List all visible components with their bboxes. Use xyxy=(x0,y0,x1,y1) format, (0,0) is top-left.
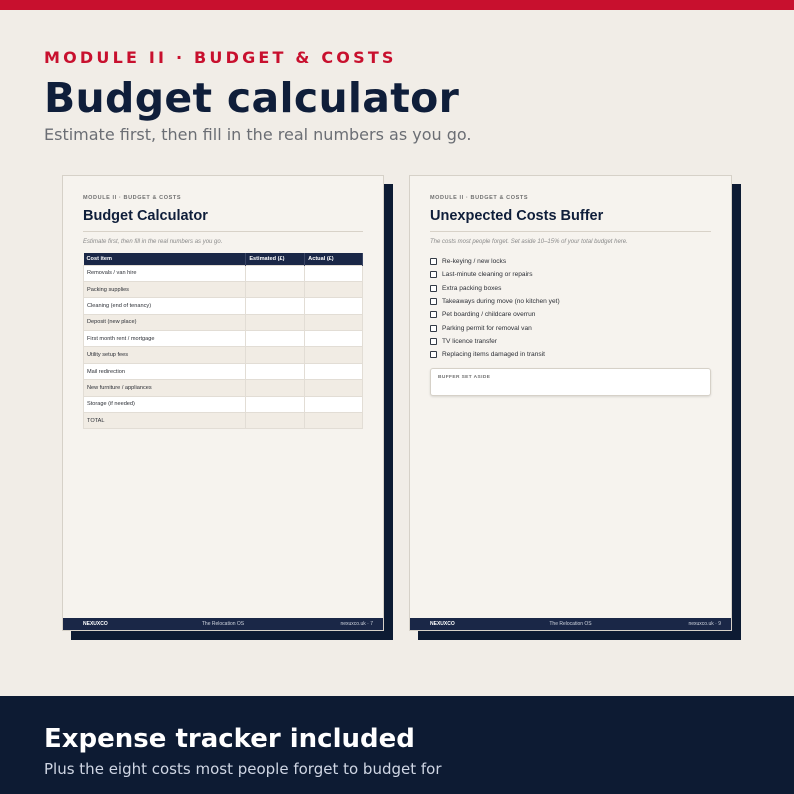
checkbox[interactable] xyxy=(430,351,437,358)
page-heading: Unexpected Costs Buffer xyxy=(430,208,604,224)
table-row xyxy=(84,396,363,412)
table-row xyxy=(84,331,363,347)
actual-cell[interactable] xyxy=(305,396,363,412)
cost-item-cell: Cleaning (end of tenancy) xyxy=(84,298,246,314)
actual-cell[interactable] xyxy=(305,281,363,297)
estimated-total-cell[interactable] xyxy=(246,413,305,429)
checkbox[interactable] xyxy=(430,325,437,332)
total-label: TOTAL xyxy=(84,413,246,429)
cost-item-cell: Deposit (new place) xyxy=(84,314,246,330)
checkbox[interactable] xyxy=(430,258,437,265)
actual-cell[interactable] xyxy=(305,380,363,396)
estimated-cell[interactable] xyxy=(246,265,305,281)
estimated-cell[interactable] xyxy=(246,363,305,379)
checklist-item-label: TV licence transfer xyxy=(442,337,497,345)
page-subtitle: Estimate first, then fill in the real numbers as you go. xyxy=(44,125,472,144)
checklist-item-label: Pet boarding / childcare overrun xyxy=(442,311,536,319)
cost-item-cell: Mail redirection xyxy=(84,363,246,379)
page-eyebrow: MODULE II · BUDGET & COSTS xyxy=(430,195,529,201)
divider xyxy=(430,231,711,232)
actual-cell[interactable] xyxy=(305,265,363,281)
actual-cell[interactable] xyxy=(305,347,363,363)
footer-page-number: nexuxco.uk · 9 xyxy=(688,621,721,627)
page-preview-unexpected-costs xyxy=(409,175,732,631)
page-preview-budget-calculator xyxy=(62,175,384,631)
table-row xyxy=(84,298,363,314)
buffer-input-box[interactable] xyxy=(430,368,711,396)
page-heading: Budget Calculator xyxy=(83,208,208,224)
table-row xyxy=(84,265,363,281)
banner-title: Expense tracker included xyxy=(44,724,415,754)
estimated-cell[interactable] xyxy=(246,347,305,363)
checkbox[interactable] xyxy=(430,285,437,292)
column-header: Cost item xyxy=(84,253,246,265)
checklist-item-label: Takeaways during move (no kitchen yet) xyxy=(442,298,560,306)
bottom-banner xyxy=(0,696,794,794)
page-note: Estimate first, then fill in the real numbers as you go. xyxy=(83,239,223,245)
checklist-item xyxy=(430,335,560,348)
estimated-cell[interactable] xyxy=(246,396,305,412)
checklist-item xyxy=(430,321,560,334)
cost-item-cell: Packing supplies xyxy=(84,281,246,297)
checklist-item xyxy=(430,268,560,281)
cost-item-cell: First month rent / mortgage xyxy=(84,331,246,347)
cost-item-cell: New furniture / appliances xyxy=(84,380,246,396)
page-note: The costs most people forget. Set aside 10–15% of your total budget here. xyxy=(430,239,628,245)
estimated-cell[interactable] xyxy=(246,331,305,347)
checklist-item-label: Parking permit for removal van xyxy=(442,324,532,332)
footer-center: The Relocation OS xyxy=(549,621,592,627)
checklist-item-label: Extra packing boxes xyxy=(442,284,502,292)
divider xyxy=(83,231,363,232)
footer-brand: NEXUXCO xyxy=(83,621,108,627)
page-title: Budget calculator xyxy=(44,74,460,122)
checklist-item xyxy=(430,255,560,268)
checklist-item xyxy=(430,308,560,321)
footer-page-number: nexuxco.uk · 7 xyxy=(340,621,373,627)
table-row xyxy=(84,347,363,363)
checklist-item xyxy=(430,348,560,361)
actual-total-cell[interactable] xyxy=(305,413,363,429)
total-row xyxy=(84,413,363,429)
budget-table xyxy=(83,253,363,429)
actual-cell[interactable] xyxy=(305,363,363,379)
table-header-row xyxy=(84,253,363,265)
buffer-label: BUFFER SET ASIDE xyxy=(438,375,491,380)
banner-subtitle: Plus the eight costs most people forget to budget for xyxy=(44,760,442,778)
estimated-cell[interactable] xyxy=(246,314,305,330)
checklist-item-label: Re-keying / new locks xyxy=(442,258,507,266)
cost-item-cell: Storage (if needed) xyxy=(84,396,246,412)
checkbox[interactable] xyxy=(430,271,437,278)
unexpected-costs-checklist xyxy=(430,255,560,361)
top-accent-bar xyxy=(0,0,794,10)
checkbox[interactable] xyxy=(430,298,437,305)
estimated-cell[interactable] xyxy=(246,281,305,297)
checkbox[interactable] xyxy=(430,311,437,318)
checklist-item-label: Last-minute cleaning or repairs xyxy=(442,271,533,279)
module-eyebrow: MODULE II · BUDGET & COSTS xyxy=(44,48,397,67)
page-eyebrow: MODULE II · BUDGET & COSTS xyxy=(83,195,182,201)
actual-cell[interactable] xyxy=(305,331,363,347)
page-footer xyxy=(410,618,731,630)
checklist-item xyxy=(430,282,560,295)
cost-item-cell: Utility setup fees xyxy=(84,347,246,363)
cost-item-cell: Removals / van hire xyxy=(84,265,246,281)
table-row xyxy=(84,380,363,396)
footer-brand: NEXUXCO xyxy=(430,621,455,627)
column-header: Actual (£) xyxy=(305,253,363,265)
footer-center: The Relocation OS xyxy=(201,621,245,627)
actual-cell[interactable] xyxy=(305,298,363,314)
estimated-cell[interactable] xyxy=(246,298,305,314)
table-row xyxy=(84,281,363,297)
page-footer xyxy=(63,618,383,630)
table-row xyxy=(84,363,363,379)
column-header: Estimated (£) xyxy=(246,253,305,265)
checklist-item-label: Replacing items damaged in transit xyxy=(442,351,545,359)
table-row xyxy=(84,314,363,330)
checklist-item xyxy=(430,295,560,308)
checkbox[interactable] xyxy=(430,338,437,345)
estimated-cell[interactable] xyxy=(246,380,305,396)
actual-cell[interactable] xyxy=(305,314,363,330)
